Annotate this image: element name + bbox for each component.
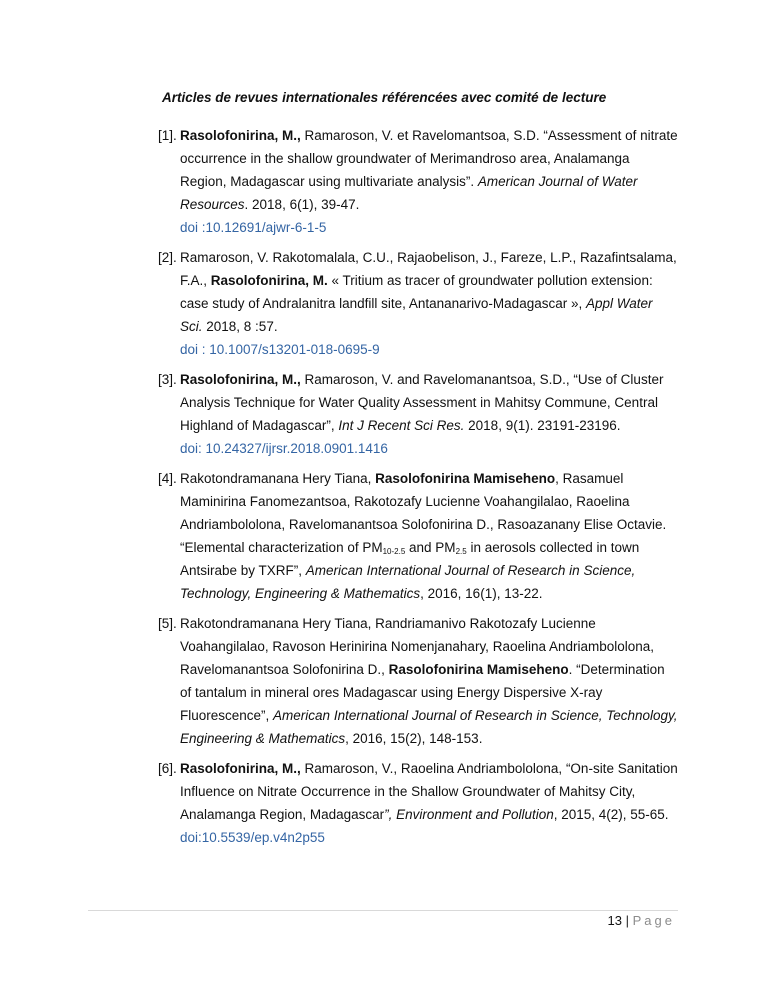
reference-body: [180, 368, 678, 460]
reference-number: [5].: [158, 616, 177, 631]
page-number: 13: [607, 913, 623, 928]
reference-number: [6].: [158, 761, 177, 776]
reference-authors: , Rasamuel Maminirina Fanomezantsoa, Rakotozafy Lucienne Voahangilalao, Raoelina Andriambololona, Ravelomanantsoa Solofonirina D., Rasoazanany Elise Octavie.: [180, 471, 667, 532]
reference-journal: ”, Environment and Pollution: [384, 807, 554, 822]
reference-number: [4].: [158, 471, 177, 486]
reference-bold-author: Rasolofonirina Mamiseheno: [388, 662, 569, 677]
reference-item-5: [158, 612, 678, 750]
reference-details: , 2016, 16(1), 13-22.: [420, 586, 543, 601]
pm-subscript-2: 2.5: [455, 547, 467, 556]
reference-authors-pre: Rakotondramanana Hery Tiana, Randriamanivo Rakotozafy Lucienne Voahangilalao, Ravoson Herinirina Nomenjanahary, Raoelina Andriambololona, Ravelomanantsoa Solofonirina D.,: [180, 616, 655, 677]
reference-title-pre: “Elemental characterization of PM: [180, 540, 383, 555]
reference-body: [180, 246, 678, 361]
reference-bold-author: Rasolofonirina, M.: [210, 273, 328, 288]
reference-journal: American International Journal of Research in Science, Technology, Engineering & Mathematics: [180, 563, 636, 601]
reference-authors: Ramaroson, V., Raoelina Andriambololona,: [300, 761, 566, 776]
reference-number: [1].: [158, 128, 177, 143]
reference-bold-author: Rasolofonirina Mamiseheno: [375, 471, 556, 486]
reference-body: [180, 612, 678, 750]
reference-journal: American International Journal of Research in Science, Technology, Engineering & Mathematics: [180, 708, 678, 746]
reference-title: “On-site Sanitation Influence on Nitrate Occurrence in the Shallow Groundwater of Mahitsy City, Analamanga Region, Madagascar: [180, 761, 678, 822]
reference-title: “Assessment of nitrate occurrence in the shallow groundwater of Merimandroso area, Analamanga Region, Madagascar using multivariate analysis”.: [180, 128, 678, 189]
reference-item-2: [158, 246, 678, 361]
reference-details: 2018, 9(1). 23191-23196.: [464, 418, 621, 433]
reference-authors-pre: Rakotondramanana Hery Tiana,: [180, 471, 376, 486]
reference-bold-author: Rasolofonirina, M.,: [180, 372, 301, 387]
reference-number: [2].: [158, 250, 177, 265]
footer-separator: |: [622, 913, 633, 928]
doi-link[interactable]: doi :10.12691/ajwr-6-1-5: [180, 220, 327, 235]
page-footer: [560, 912, 675, 930]
reference-body: [180, 757, 678, 849]
section-heading: Articles de revues internationales référencées avec comité de lecture: [162, 90, 607, 105]
reference-body: [180, 467, 678, 605]
reference-item-1: [158, 124, 678, 239]
reference-title: . “Determination of tantalum in mineral ores Madagascar using Energy Dispersive X-ray Fluorescence”,: [180, 662, 665, 723]
reference-authors: Ramaroson, V. et Ravelomantsoa, S.D.: [300, 128, 544, 143]
page-word: Page: [632, 913, 675, 928]
reference-details: , 2016, 15(2), 148-153.: [345, 731, 483, 746]
reference-title-post: in aerosols collected in town Antsirabe by TXRF”,: [180, 540, 640, 578]
reference-title-mid: and PM: [405, 540, 456, 555]
doi-link[interactable]: doi: 10.24327/ijrsr.2018.0901.1416: [180, 441, 388, 456]
reference-bold-author: Rasolofonirina, M.,: [180, 128, 301, 143]
reference-authors: Ramaroson, V. and Ravelomanantsoa, S.D.,: [300, 372, 574, 387]
footer-divider: [88, 910, 678, 911]
reference-authors: Ramaroson, V. Rakotomalala, C.U., Rajaobelison, J., Fareze, L.P., Razafintsalama, F.A.,: [180, 250, 677, 288]
reference-item-4: [158, 467, 678, 605]
reference-title: “Use of Cluster Analysis Technique for Water Quality Assessment in Mahitsy Commune, Central Highland of Madagascar”,: [180, 372, 664, 433]
doi-link[interactable]: doi : 10.1007/s13201-018-0695-9: [180, 342, 380, 357]
reference-list: [158, 124, 678, 856]
reference-details: , 2015, 4(2), 55-65.: [553, 807, 669, 822]
reference-journal: Appl Water Sci.: [180, 296, 653, 334]
reference-journal: Int J Recent Sci Res.: [338, 418, 465, 433]
doi-link[interactable]: doi:10.5539/ep.v4n2p55: [180, 830, 325, 845]
reference-item-3: [158, 368, 678, 460]
reference-title: « Tritium as tracer of groundwater pollution extension: case study of Andralanitra landfill site, Antananarivo-Madagascar »,: [180, 273, 653, 311]
reference-details: 2018, 8 :57.: [202, 319, 278, 334]
pm-subscript-1: 10-2.5: [382, 547, 406, 556]
reference-details: . 2018, 6(1), 39-47.: [244, 197, 360, 212]
reference-item-6: [158, 757, 678, 849]
reference-bold-author: Rasolofonirina, M.,: [180, 761, 301, 776]
reference-journal: American Journal of Water Resources: [180, 174, 638, 212]
reference-number: [3].: [158, 372, 177, 387]
reference-body: [180, 124, 678, 239]
